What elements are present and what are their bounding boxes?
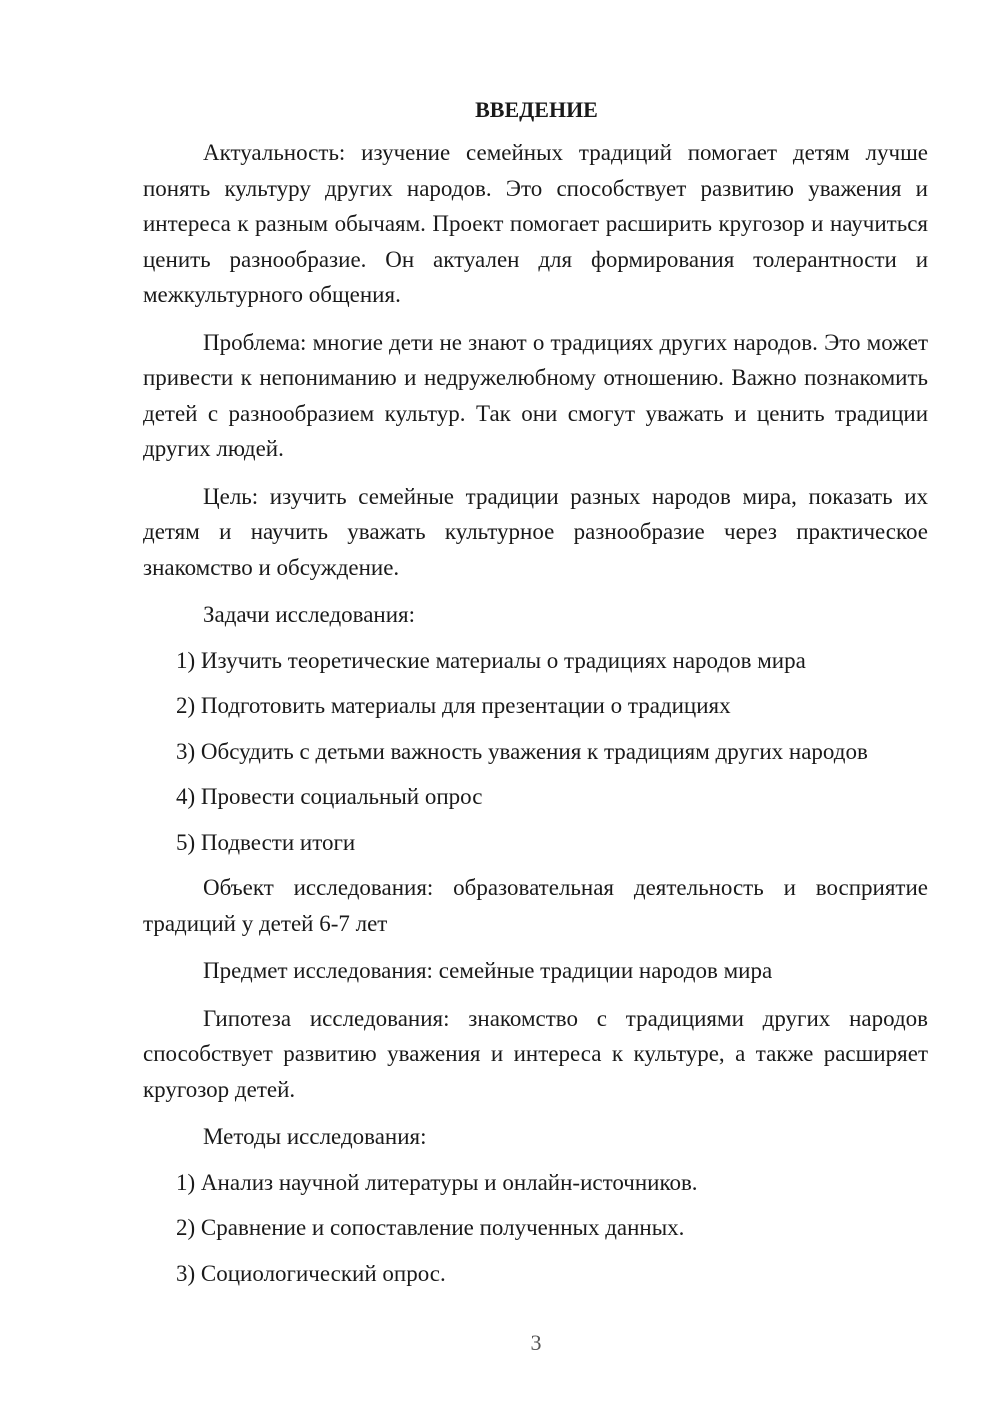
page-content xyxy=(143,93,928,1291)
relevance-paragraph: Актуальность: изучение семейных традиций помогает детям лучше понять культуру других народов. Это способствует развитию уважения и интереса к разным обычаям. Проект помогает расширить кругозор и научиться ценить разнообразие. Он актуален для формирования толерантности и межкультурного общения. xyxy=(143,140,928,307)
task-item: 1) Изучить теоретические материалы о традициях народов мира xyxy=(176,647,806,673)
method-item: 1) Анализ научной литературы и онлайн-источников. xyxy=(176,1169,698,1195)
subject-paragraph: Предмет исследования: семейные традиции народов мира xyxy=(203,958,773,983)
task-item: 4) Провести социальный опрос xyxy=(176,784,483,809)
task-item: 5) Подвести итоги xyxy=(176,829,356,855)
page-number: 3 xyxy=(530,1330,542,1355)
task-item: 2) Подготовить материалы для презентации о традициях xyxy=(176,693,731,718)
method-item: 2) Сравнение и сопоставление полученных данных. xyxy=(176,1215,685,1240)
method-item: 3) Социологический опрос. xyxy=(176,1260,446,1286)
goal-paragraph: Цель: изучить семейные традиции разных народов мира, показать их детям и научить уважать культурное разнообразие через практическое знакомство и обсуждение. xyxy=(143,483,928,580)
tasks-heading: Задачи исследования: xyxy=(203,602,416,627)
object-paragraph: Объект исследования: образовательная деятельность и восприятие традиций у детей 6-7 лет xyxy=(143,875,928,936)
page-title: ВВЕДЕНИЕ xyxy=(475,97,598,122)
methods-heading: Методы исследования: xyxy=(203,1124,427,1149)
hypothesis-paragraph: Гипотеза исследования: знакомство с традициями других народов способствует развитию уважения и интереса к культуре, а также расширяет кругозор детей. xyxy=(143,1005,928,1102)
task-item: 3) Обсудить с детьми важность уважения к традициям других народов xyxy=(176,738,868,764)
problem-paragraph: Проблема: многие дети не знают о традициях других народов. Это может привести к непониманию и недружелюбному отношению. Важно познакомить детей с разнообразием культур. Так они смогут уважать и ценить традиции других людей. xyxy=(143,329,928,461)
